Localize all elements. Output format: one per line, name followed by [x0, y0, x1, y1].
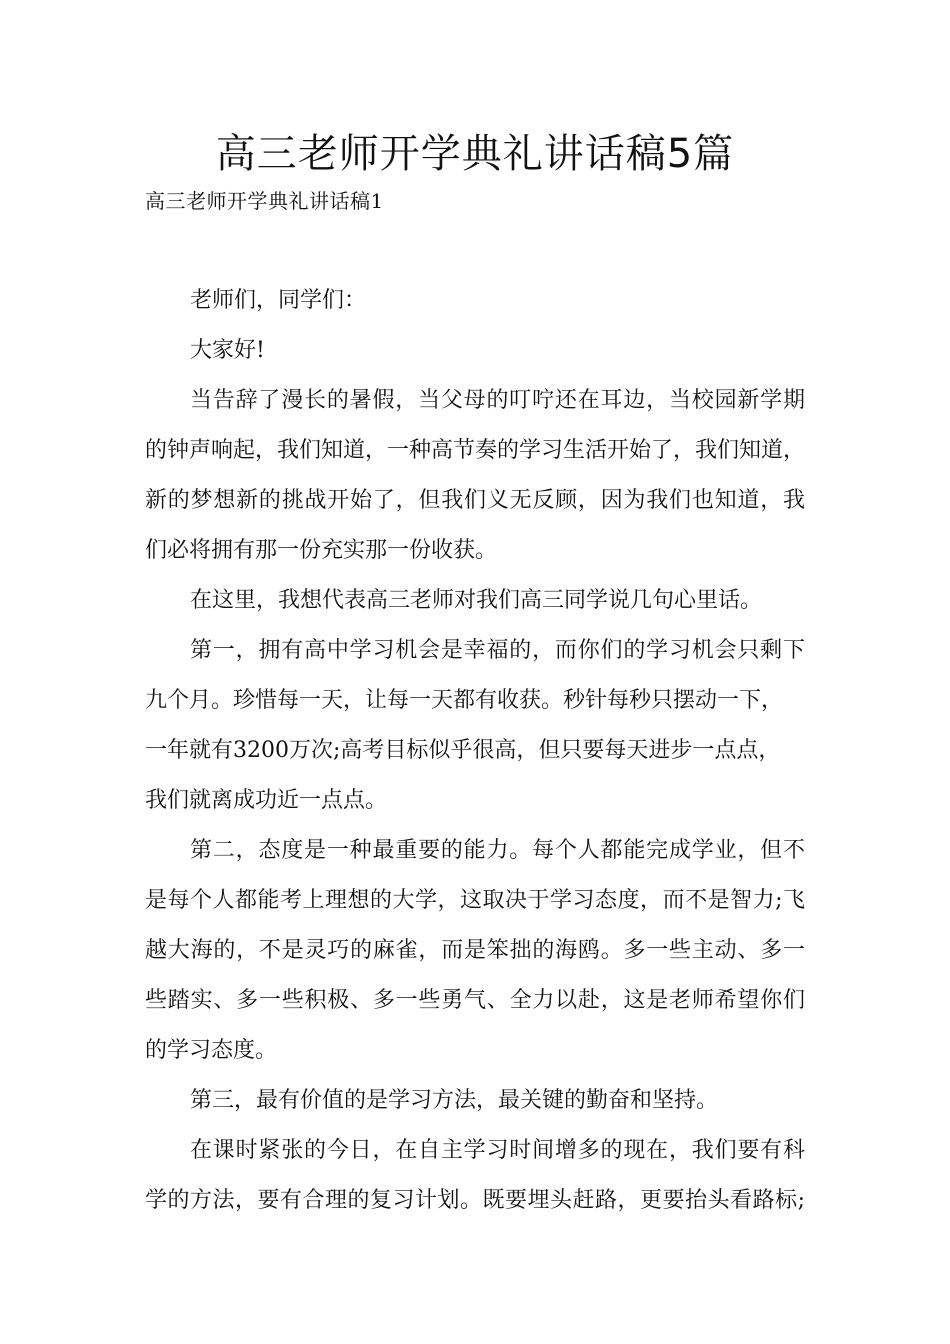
text-line: 第一，拥有高中学习机会是幸福的，而你们的学习机会只剩下	[190, 638, 805, 663]
text-line: 的学习态度。	[145, 1038, 278, 1063]
text-line: 越大海的，不是灵巧的麻雀，而是笨拙的海鸥。多一些主动、多一	[145, 938, 805, 963]
text-line: 们必将拥有那一份充实那一份收获。	[145, 538, 498, 563]
text-line-greeting: 老师们，同学们：	[190, 288, 367, 313]
text-line: 我们就离成功近一点点。	[145, 788, 388, 813]
text-line: 在这里，我想代表高三老师对我们高三同学说几句心里话。	[190, 588, 763, 613]
text-line: 新的梦想新的挑战开始了，但我们义无反顾，因为我们也知道，我	[145, 488, 805, 513]
text-line: 九个月。珍惜每一天，让每一天都有收获。秒针每秒只摆动一下，	[145, 688, 784, 713]
text-line: 当告辞了漫长的暑假，当父母的叮咛还在耳边，当校园新学期	[190, 388, 805, 413]
document-subtitle: 高三老师开学典礼讲话稿1	[145, 189, 384, 213]
text-line: 的钟声响起，我们知道，一种高节奏的学习生活开始了，我们知道，	[145, 438, 806, 463]
text-line: 在课时紧张的今日，在自主学习时间增多的现在，我们要有科	[190, 1138, 805, 1163]
text-line: 第二，态度是一种最重要的能力。每个人都能完成学业，但不	[190, 838, 805, 863]
text-line: 是每个人都能考上理想的大学，这取决于学习态度，而不是智力;飞	[145, 888, 805, 913]
document-title: 高三老师开学典礼讲话稿5篇	[215, 131, 735, 177]
text-line: 一年就有3200万次;高考目标似乎很高，但只要每天进步一点点，	[145, 738, 781, 763]
text-line: 些踏实、多一些积极、多一些勇气、全力以赴，这是老师希望你们	[145, 988, 805, 1013]
text-line-hello: 大家好!	[190, 338, 265, 363]
text-line: 第三，最有价值的是学习方法，最关键的勤奋和坚持。	[190, 1088, 719, 1113]
text-line: 学的方法，要有合理的复习计划。既要埋头赶路，更要抬头看路标;	[145, 1188, 805, 1213]
